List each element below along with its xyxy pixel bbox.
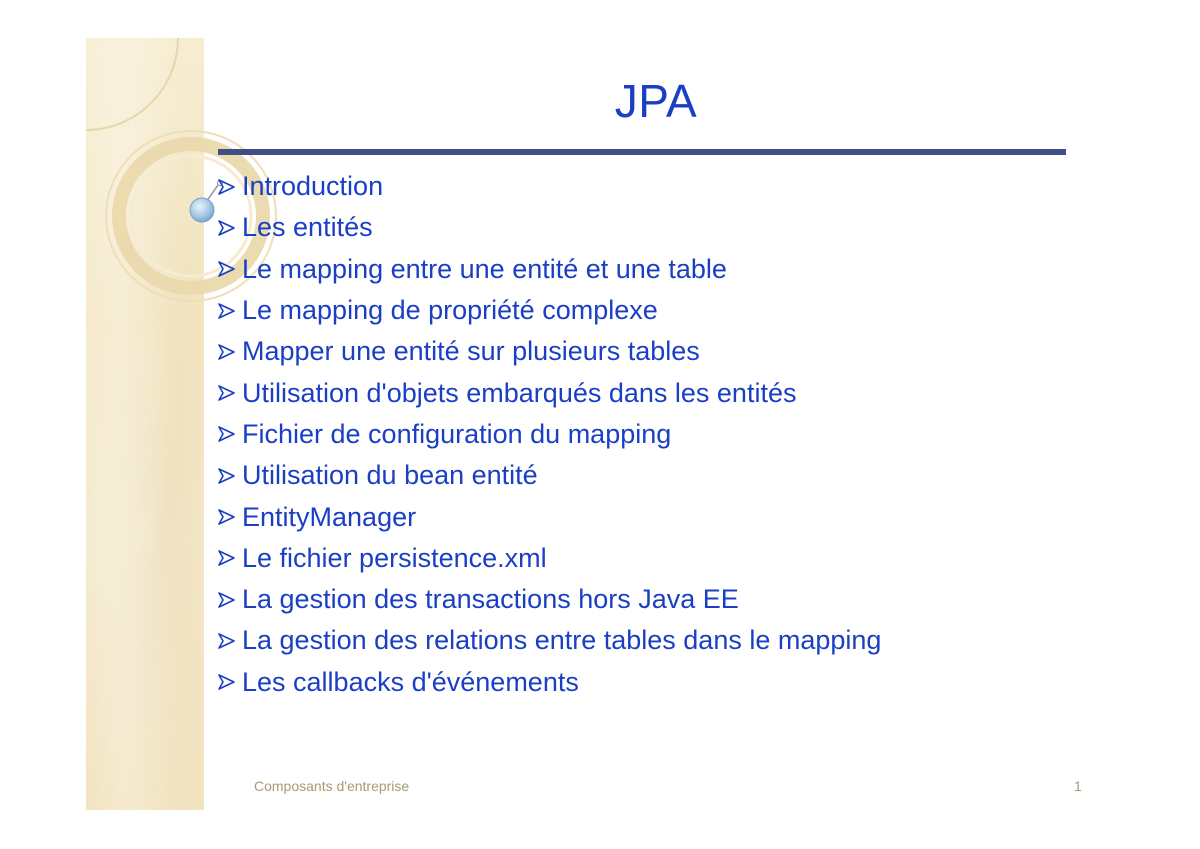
arrow-bullet-icon [216,466,238,486]
bullet-text: Le mapping de propriété complexe [242,295,658,326]
bullet-list [216,166,881,703]
slide [86,38,1116,810]
arrow-bullet-icon [216,548,238,568]
list-item [216,538,881,579]
bullet-text: Le fichier persistence.xml [242,542,547,573]
slide-title: JPA [614,75,698,127]
list-item [216,579,881,620]
arrow-bullet-icon [216,342,238,362]
bullet-text: Mapper une entité sur plusieurs tables [242,336,700,367]
list-item [216,166,881,207]
arrow-bullet-icon [216,631,238,651]
bullet-text: Les entités [242,212,373,243]
arrow-bullet-icon [216,383,238,403]
arrow-bullet-icon [216,590,238,610]
list-item [216,620,881,661]
arrow-bullet-icon [216,301,238,321]
list-item [216,372,881,413]
bullet-text: Les callbacks d'événements [242,666,579,697]
list-item [216,331,881,372]
page-number: 1 [1074,778,1082,794]
list-item [216,290,881,331]
arrow-bullet-icon [216,672,238,692]
arrow-bullet-icon [216,259,238,279]
arrow-bullet-icon [216,424,238,444]
bullet-text: Introduction [242,171,384,202]
bullet-text: Fichier de configuration du mapping [242,418,672,449]
bullet-text: Utilisation du bean entité [242,460,538,491]
arrow-bullet-icon [216,507,238,527]
list-item [216,496,881,537]
title-underline [218,149,1066,155]
list-item [216,207,881,248]
list-item [216,455,881,496]
bullet-text: Utilisation d'objets embarqués dans les entités [242,377,797,408]
bullet-text: EntityManager [242,501,417,532]
list-item [216,249,881,290]
list-item [216,662,881,703]
footer-title: Composants d'entreprise [254,778,410,794]
bullet-text: Le mapping entre une entité et une table [242,253,727,284]
arrow-bullet-icon [216,218,238,238]
bullet-text: La gestion des relations entre tables dans le mapping [242,625,882,656]
list-item [216,414,881,455]
arrow-bullet-icon [216,177,238,197]
bullet-text: La gestion des transactions hors Java EE [242,584,739,615]
